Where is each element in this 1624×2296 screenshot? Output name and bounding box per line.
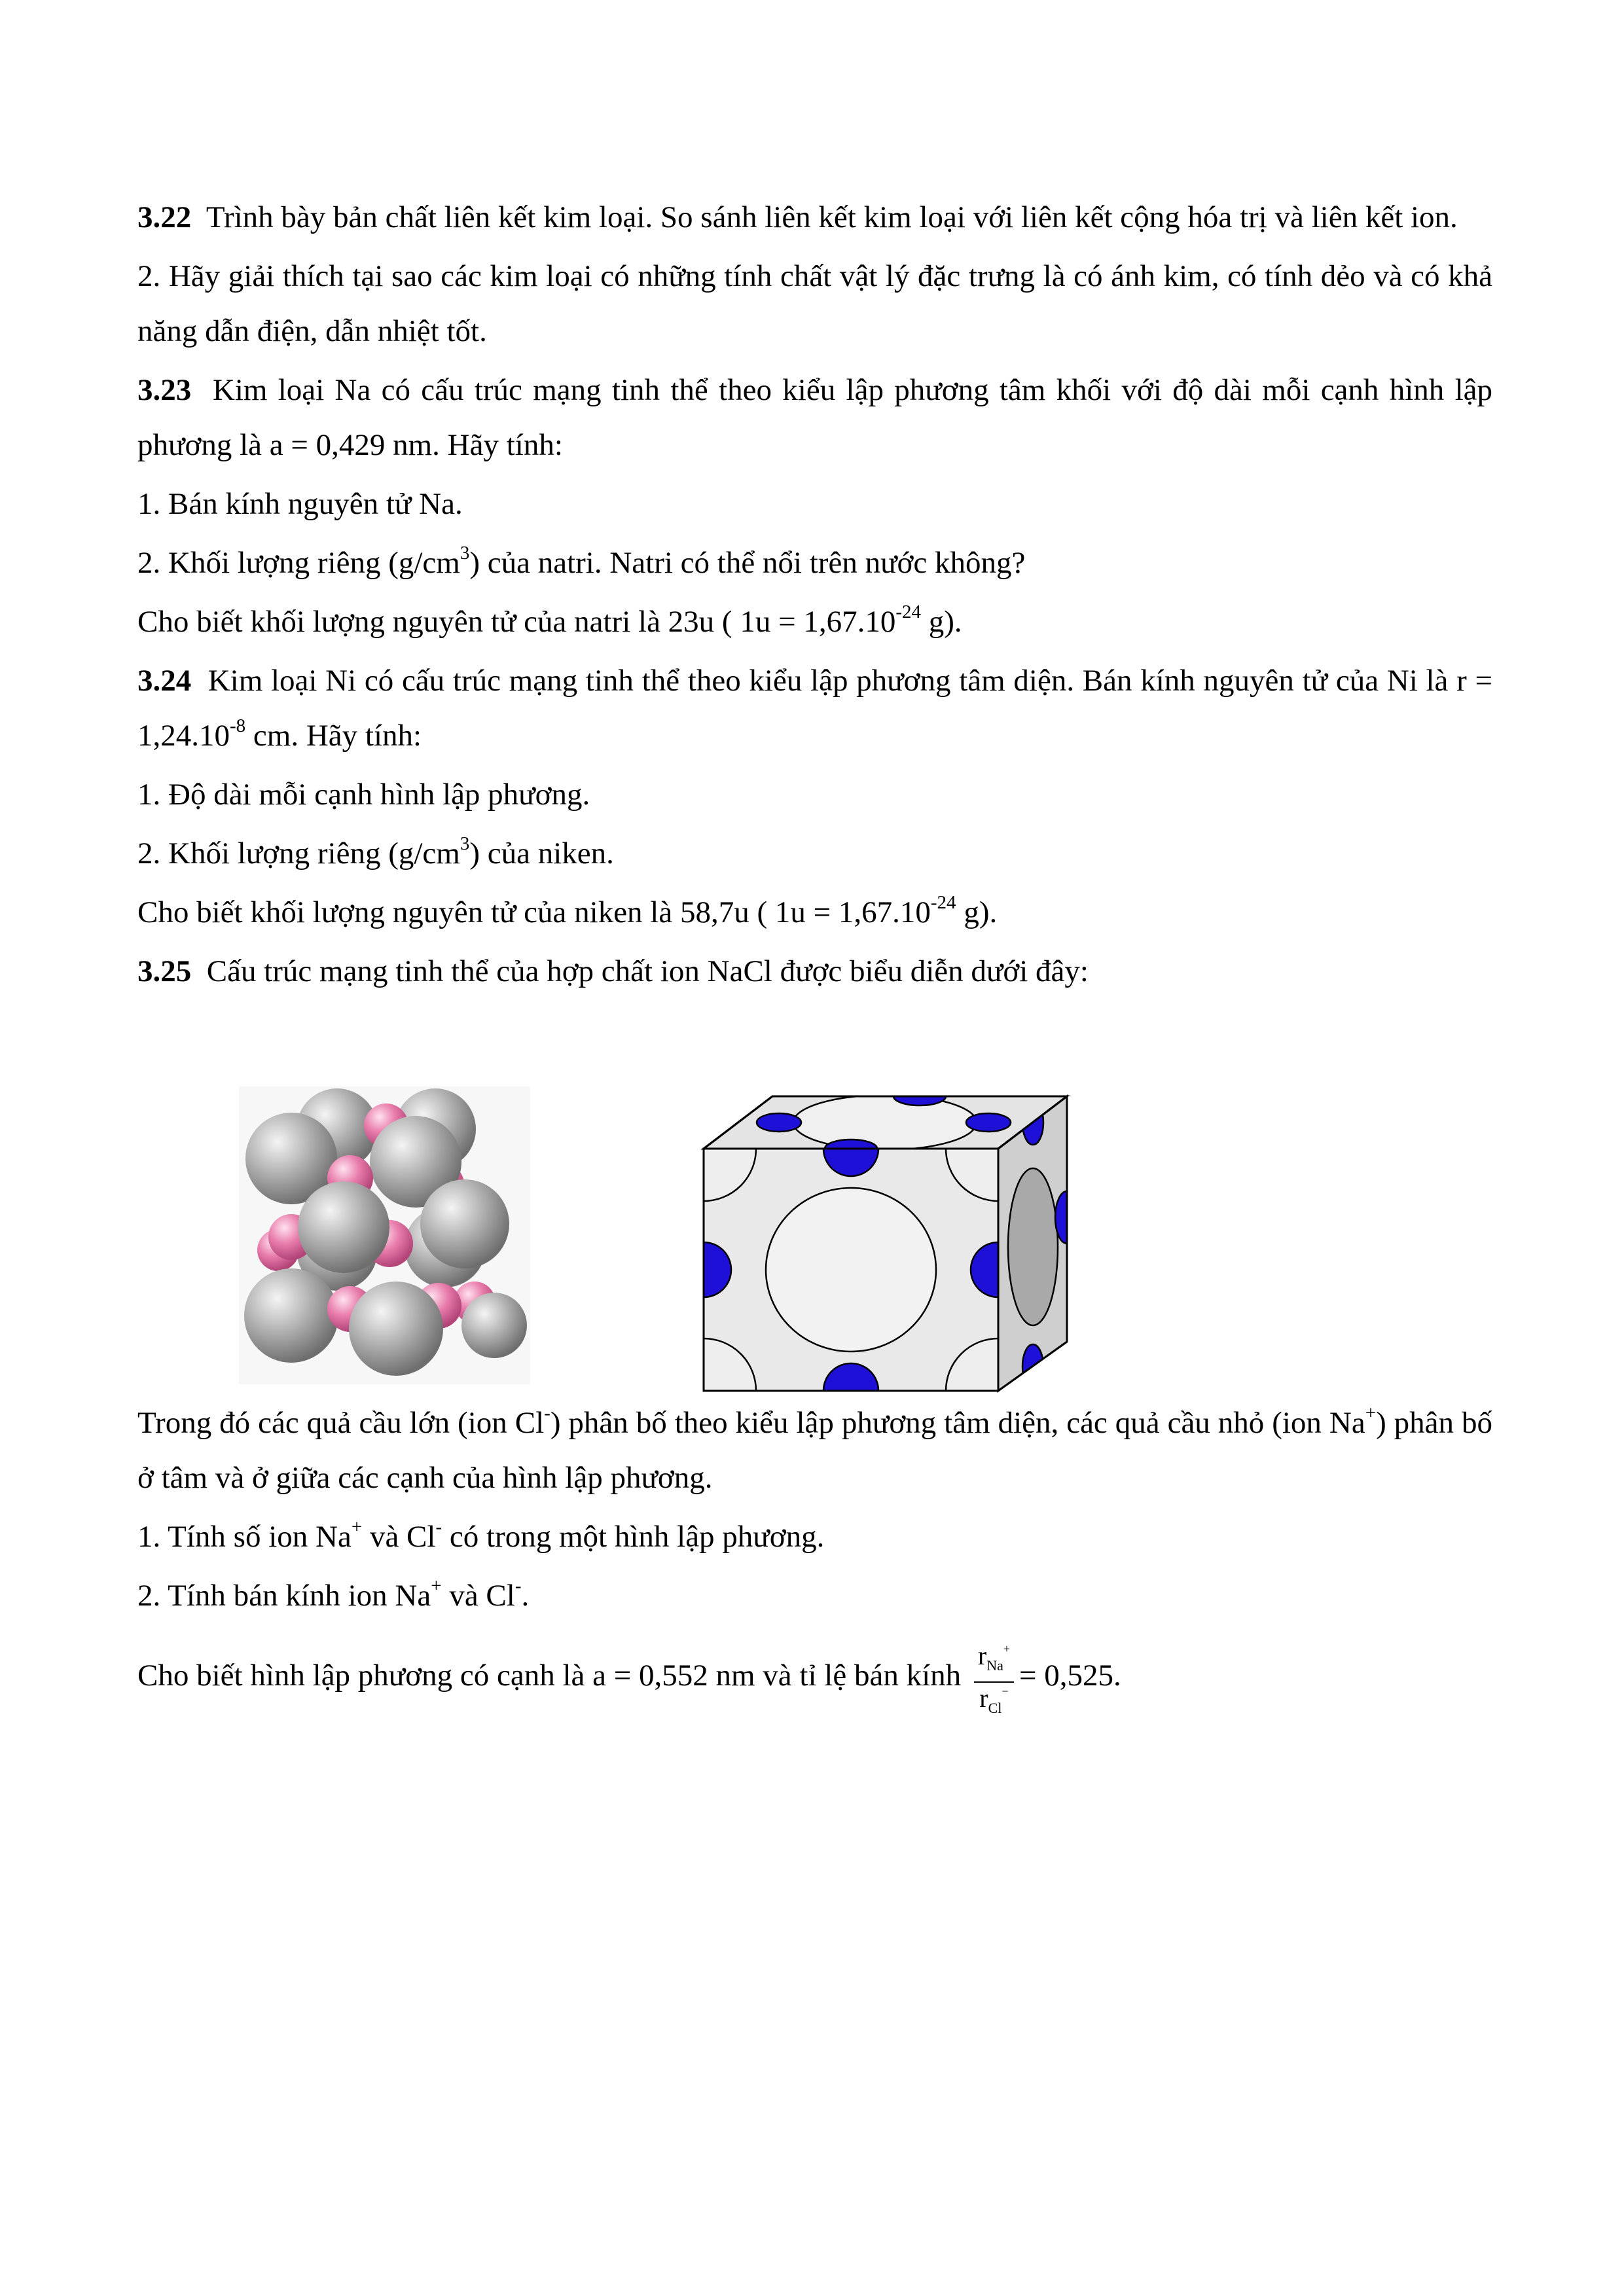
nacl-figures — [137, 1086, 1492, 1401]
q322-part2: 2. Hãy giải thích tại sao các kim loại có những tính chất vật lý đặc trưng là có ánh kim, có tính dẻo và có khả năng dẫn điện, dẫn nhiệt tốt. — [137, 259, 1492, 348]
q323-text: 3.23 Kim loại Na có cấu trúc mạng tinh thể theo kiểu lập phương tâm khối với độ dài mỗi cạnh hình lập phương là a = 0,429 nm. Hãy tính: — [137, 373, 1493, 462]
q324-item1: 1. Độ dài mỗi cạnh hình lập phương. — [137, 778, 590, 812]
q322-number: 3.22 — [137, 200, 192, 234]
q324-given: Cho biết khối lượng nguyên tử của niken là 58,7u ( $1u = 1,67.10^{-24}$ g). — [137, 892, 998, 929]
q323-given: Cho biết khối lượng nguyên tử của natri là 23u ( $1u = 1,67.10^{-24}$ g). — [137, 601, 962, 639]
q323-number: 3.23 — [137, 373, 192, 407]
nacl-cube-section-image — [700, 1086, 1159, 1394]
radius-ratio-fraction: $\frac{r_{Na}^+}{r_{Cl}^-}$ — [974, 1640, 1014, 1724]
q324-item2: 2. Khối lượng riêng $(g/cm^3)$ của niken. — [137, 833, 614, 870]
q325-given: Cho biết hình lập phương có cạnh là a = 0,552 nm và tỉ lệ bán kính $\frac{r_{Na}^+}{r_{Cl}^-}$ = 0,525. — [137, 1636, 1492, 1720]
q325-item2: 2. Tính bán kính ion Na+ và Cl-. — [137, 1575, 530, 1613]
q325-description: Trong đó các quả cầu lớn (ion Cl-) phân bố theo kiểu lập phương tâm diện, các quả cầu nhỏ (ion Na+) phân bố ở tâm và ở giữa các cạnh của hình lập phương. — [137, 1403, 1492, 1495]
q324-number: 3.24 — [137, 664, 192, 698]
q322-text: 3.22 Trình bày bản chất liên kết kim loại. So sánh liên kết kim loại với liên kết cộng hóa trị và liên kết ion. — [137, 200, 1458, 234]
q325-item1: 1. Tính số ion Na+ và Cl- có trong một hình lập phương. — [137, 1516, 825, 1554]
nacl-ball-model-image — [239, 1086, 530, 1384]
q323-item1: 1. Bán kính nguyên tử Na. — [137, 487, 463, 521]
q325-text: 3.25 Cấu trúc mạng tinh thể của hợp chất ion NaCl được biểu diễn dưới đây: — [137, 954, 1089, 988]
q323-item2: 2. Khối lượng riêng $(g/cm^3)$ của natri. Natri có thể nổi trên nước không? — [137, 543, 1026, 580]
q325-number: 3.25 — [137, 954, 192, 988]
q324-text: 3.24 Kim loại Ni có cấu trúc mạng tinh thể theo kiểu lập phương tâm diện. Bán kính nguyên tử của Ni là $r = 1,24.10^{-8}$ cm. Hãy tính: — [137, 664, 1492, 753]
document-page — [137, 190, 1492, 1720]
